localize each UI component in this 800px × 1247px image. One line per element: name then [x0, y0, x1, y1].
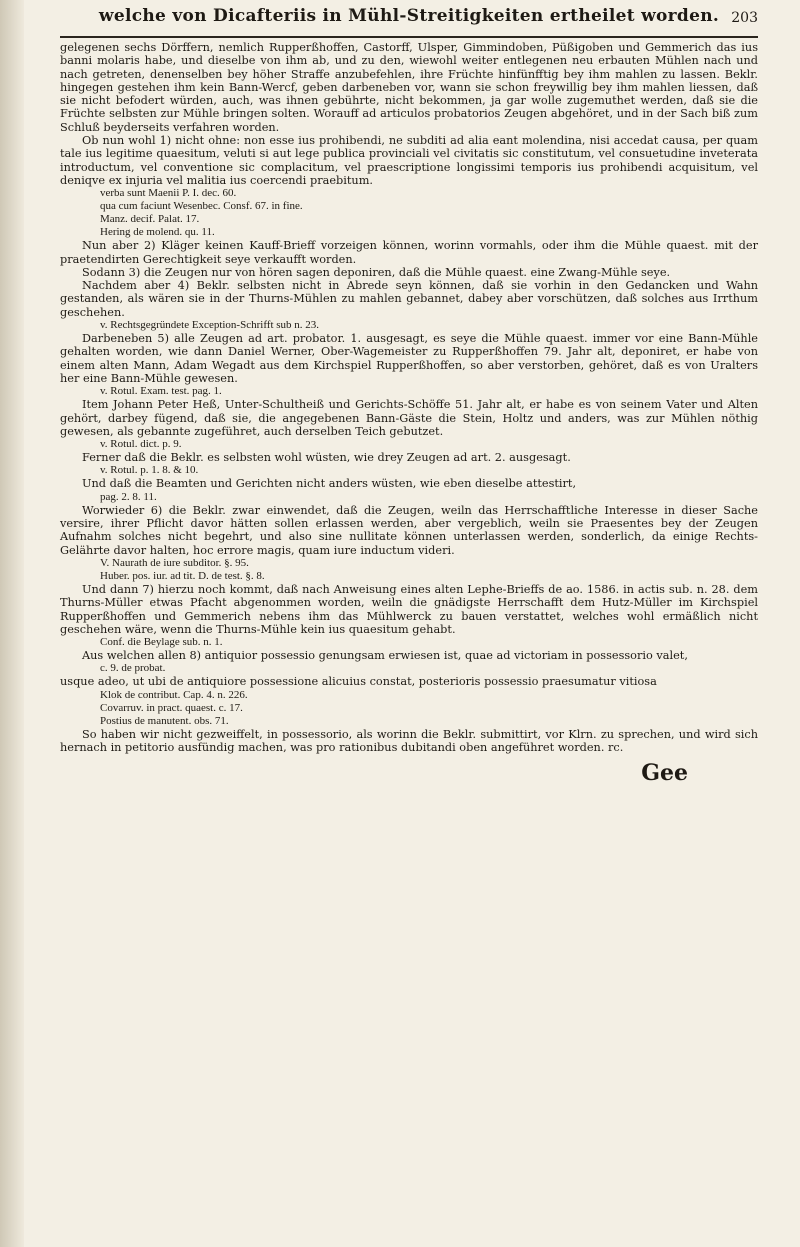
body-paragraph: So haben wir nicht gezweiffelt, in possessorio, als worinn die Beklr. submittirt, vor Klrn. zu sprechen, und wird sich hernach in petitorio ausfündig machen, was pro rationibus dubitandi oben angeführet worden. rc. [60, 727, 758, 754]
body-paragraph: Und daß die Beamten und Gerichten nicht anders wüsten, wie eben dieselbe attestirt, [82, 477, 577, 491]
body-paragraph: Worwieder 6) die Beklr. zwar einwendet, daß die Zeugen, weiln das Herrschafftliche Interesse in dieser Sache versire, ihrer Pflicht davor hätten sollen erlassen werden, aber vergeblich, weiln sie Praesentes bey der Zeugen Aufnahm solches nicht begehrt, und also sine nullitate können unterlassen werden, sonderlich, da einige Rechts-Gelährte davor halten, hoc errore magis, quam iure inductum videri. [60, 503, 758, 557]
header-rule [60, 36, 758, 38]
page-header [60, 6, 758, 36]
citation-line: Manz. decif. Palat. 17. [100, 213, 200, 226]
body-paragraph: Sodann 3) die Zeugen nur von hören sagen deponiren, daß die Mühle quaest. eine Zwang-Mühle seye. [82, 265, 671, 279]
page-body [60, 41, 758, 754]
page-number: 203 [731, 10, 758, 26]
body-paragraph: gelegenen sechs Dörffern, nemlich Rupperßhoffen, Castorff, Ulsper, Gimmindoben, Püßigoben und Gemmerich das ius banni molaris habe, und dieselbe von ihm ab, und zu den, wiewohl weiter entlegenen neu erbauten Mühlen nach und nach getreten, denenselben bey höher Straffe anzubefehlen, ihre Früchte hinfünfftig bey ihm mahlen zu lassen. Beklr. hingegen gestehen ihm kein Bann-Wercf, geben darbeneben vor, wann sie schon freywillig bey ihm mahlen liessen, daß sie nicht befodert würden, auch, was ihnen gebührte, nicht bekommen, ja gar wolle zugemuthet werden, daß sie die Früchte selbsten zur Mühle bringen solten. Worauff ad articulos probatorios Zeugen abgehöret, und in der Sach biß zum Schluß beyderseits verfahren worden. [60, 41, 758, 134]
body-paragraph: Nun aber 2) Kläger keinen Kauff-Brieff vorzeigen können, worinn vormahls, oder ihm die Mühle quaest. mit der praetendirten Gerechtigkeit seye verkaufft worden. [60, 239, 758, 266]
body-paragraph: usque adeo, ut ubi de antiquiore possessione alicuius constat, posterioris possessio praesumatur vitiosa [60, 675, 657, 689]
citation-line: Hering de molend. qu. 11. [100, 226, 215, 239]
running-title: welche von Dicafteriis in Mühl-Streitigkeiten ertheilet worden. [98, 6, 720, 26]
citation-line: v. Rotul. Exam. test. pag. 1. [100, 385, 222, 398]
citation-line: c. 9. de probat. [100, 662, 166, 675]
citation-line: v. Rotul. p. 1. 8. & 10. [100, 464, 199, 477]
catchword: Gee [641, 760, 688, 787]
citation-line: v. Rechtsgegründete Exception-Schrifft sub n. 23. [100, 319, 320, 332]
citation-line: V. Naurath de iure subditor. §. 95. [100, 556, 249, 569]
body-paragraph: Item Johann Peter Heß, Unter-Schultheiß und Gerichts-Schöffe 51. Jahr alt, er habe es von seinem Vater und Alten gehört, darbey fügend, daß sie, die angegebenen Bann-Gäste die Stein, Holtz und anders, was zur Mühlen nöthig gewesen, als gebannte zugeführet, auch derselben Teich gebutzet. [60, 398, 758, 438]
citation-line: Klok de contribut. Cap. 4. n. 226. [100, 688, 248, 701]
citation-line: Huber. pos. iur. ad tit. D. de test. §. 8. [100, 569, 265, 582]
citation-line: pag. 2. 8. 11. [100, 490, 157, 503]
citation-line: qua cum faciunt Wesenbec. Consf. 67. in fine. [100, 200, 303, 213]
body-paragraph: Ferner daß die Beklr. es selbsten wohl wüsten, wie drey Zeugen ad art. 2. ausgesagt. [82, 451, 571, 465]
body-paragraph: Ob nun wohl 1) nicht ohne: non esse ius prohibendi, ne subditi ad alia eant molendina, nisi accedat causa, per quam tale ius legitime quaesitum, veluti si aut lege publica provinciali vel civitatis sic constitutum, vel consuetudine inveterata introductum, vel conventione sic complacitum, vel praescriptione longissimi temporis ius prohibendi acquisitum, vel deniqve ex injuria vel malitia ius coercendi praebitum. [60, 134, 758, 187]
citation-line: Covarruv. in pract. quaest. c. 17. [100, 701, 243, 714]
body-paragraph: Nachdem aber 4) Beklr. selbsten nicht in Abrede seyn können, daß sie vorhin in den Gedancken und Wahn gestanden, als wären sie in der Thurns-Mühlen zu mahlen gebannet, dabey aber vorschützen, daß solches aus Irrthum geschehen. [60, 279, 758, 319]
citation-line: verba sunt Maenii P. I. dec. 60. [100, 187, 237, 200]
citation-line: v. Rotul. dict. p. 9. [100, 438, 182, 451]
citation-line: Postius de manutent. obs. 71. [100, 714, 229, 727]
body-paragraph: Darbeneben 5) alle Zeugen ad art. probator. 1. ausgesagt, es seye die Mühle quaest. immer vor eine Bann-Mühle gehalten worden, wie dann Daniel Werner, Ober-Wagemeister zu Rupperßhoffen 79. Jahr alt, deponiret, er habe von einem alten Mann, Adam Wegadt aus dem Kirchspiel Rupperßhoffen, so aber verstorben, gehöret, daß es von Uralters her eine Bann-Mühle gewesen. [60, 332, 758, 385]
body-paragraph: Und dann 7) hierzu noch kommt, daß nach Anweisung eines alten Lephe-Brieffs de ao. 1586. in actis sub. n. 28. dem Thurns-Müller etwas Pfacht abgenommen worden, weiln die gnädigste Herrschafft dem Hutz-Müller im Kirchspiel Rupperßhoffen und Gemmerich nebens ihm das Mühlwerck zu bauen verstattet, welches wohl ermäßlich nicht geschehen wäre, wenn die Thurns-Mühle kein ius quaesitum gehabt. [60, 582, 758, 636]
body-paragraph: Aus welchen allen 8) antiquior possessio genungsam erwiesen ist, quae ad victoriam in possessorio valet, [82, 649, 688, 663]
citation-line: Conf. die Beylage sub. n. 1. [100, 636, 223, 649]
